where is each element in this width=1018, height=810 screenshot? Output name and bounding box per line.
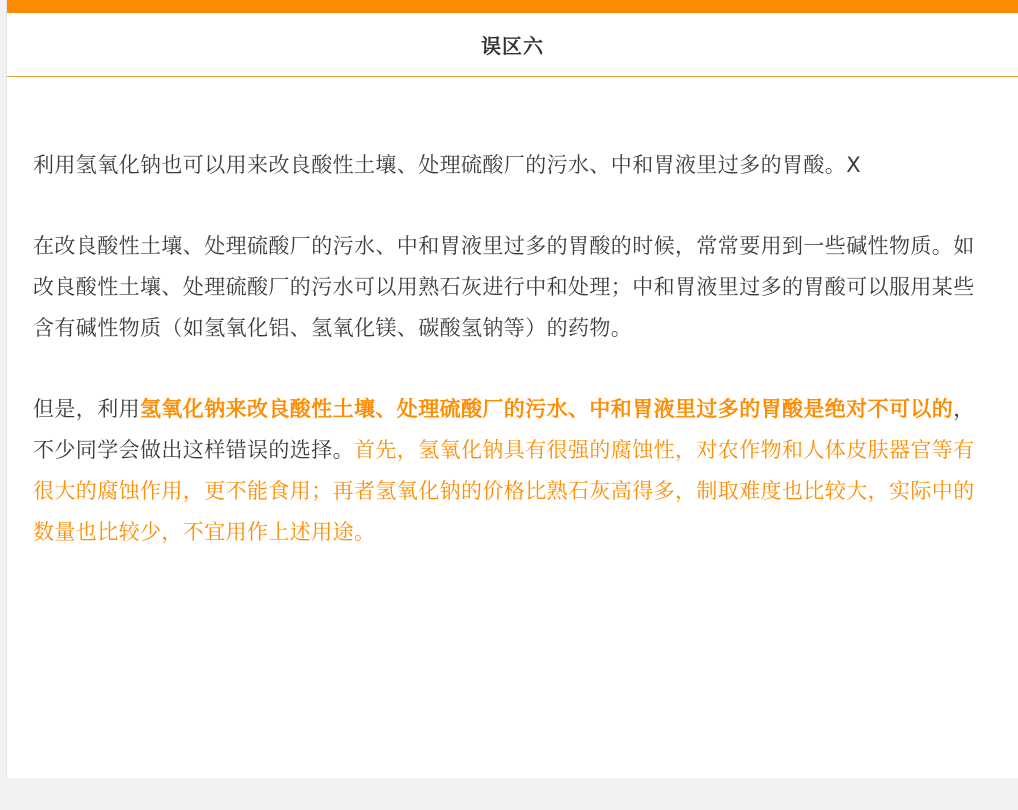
article-body	[7, 77, 1018, 553]
section-title: 误区六	[481, 34, 544, 58]
paragraph-3-highlight: 氢氧化钠来改良酸性土壤、处理硫酸厂的污水、中和胃液里过多的胃酸是绝对不可以的	[140, 397, 954, 421]
page-bottom-background	[0, 778, 1018, 810]
paragraph-3-middle: ，不少同学会做出这样错误的选择。	[33, 397, 975, 462]
paragraph-2: 在改良酸性土壤、处理硫酸厂的污水、中和胃液里过多的胃酸的时候，常常要用到一些碱性物质。如改良酸性土壤、处理硫酸厂的污水可以用熟石灰进行中和处理；中和胃液里过多的胃酸可以服用某些含有碱性物质（如氢氧化铝、氢氧化镁、碳酸氢钠等）的药物。	[33, 234, 975, 340]
paragraph-3-explanation: 首先，氢氧化钠具有很强的腐蚀性，对农作物和人体皮肤器官等有很大的腐蚀作用，更不能食用；再者氢氧化钠的价格比熟石灰高得多，制取难度也比较大，实际中的数量也比较少，不宜用作上述用途。	[33, 438, 975, 544]
paragraph-3-lead: 但是，利用	[33, 397, 140, 421]
accent-top-bar	[7, 0, 1018, 13]
article-card	[6, 0, 1018, 778]
paragraph-1: 利用氢氧化钠也可以用来改良酸性土壤、处理硫酸厂的污水、中和胃液里过多的胃酸。X	[33, 153, 861, 177]
paragraph-3	[33, 389, 994, 553]
section-header	[7, 13, 1018, 77]
